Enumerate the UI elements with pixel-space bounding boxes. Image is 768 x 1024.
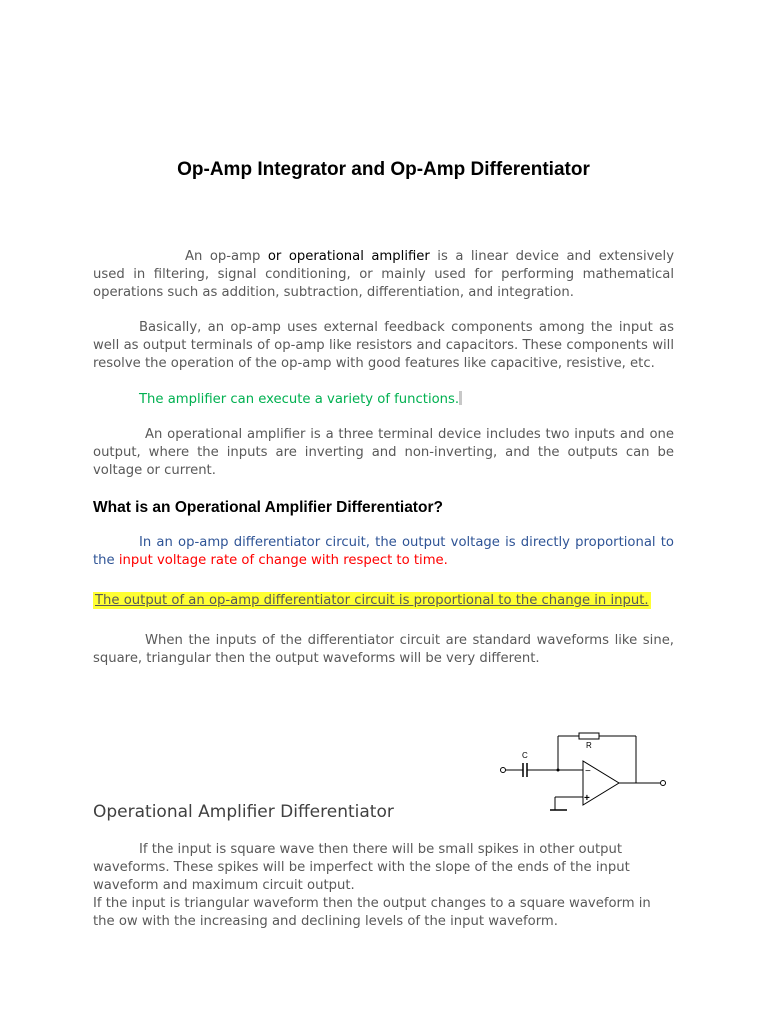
- three-terminal-text: An operational amplifier is a three terminal device includes two inputs and one output, where the inputs are inverting and non-inverting, and the outputs can be voltage or current.: [93, 427, 674, 478]
- waveform-paragraph: [93, 632, 674, 668]
- definition-red-text: input voltage rate of change with respect to time.: [118, 553, 448, 568]
- triangular-wave-paragraph: [93, 895, 674, 931]
- square-wave-paragraph: [93, 841, 674, 895]
- subheading: Operational Amplifier Differentiator: [93, 802, 394, 822]
- feedback-text: Basically, an op-amp uses external feedback components among the input as well as output terminals of op-amp like resistors and capacitors. These components will resolve the operation of the op-amp with good features like capacitive, resistive, etc.: [93, 320, 674, 371]
- capacitor-label: C: [522, 751, 528, 760]
- input-terminal: [501, 768, 506, 773]
- resistor-label: R: [586, 741, 592, 750]
- section-heading: What is an Operational Amplifier Differentiator?: [93, 499, 443, 516]
- green-text: The amplifier can execute a variety of functions.: [139, 392, 460, 407]
- definition-blue-text: In an op-amp differentiator circuit, the output voltage is directly proportional to the: [93, 535, 674, 568]
- intro-term: or operational amplifier: [267, 249, 430, 264]
- junction-dot: [557, 769, 560, 772]
- resistor: [579, 733, 599, 739]
- intro-paragraph: [93, 248, 674, 302]
- feedback-paragraph: [93, 319, 674, 373]
- three-terminal-paragraph: [93, 426, 674, 480]
- intro-lead: An op-amp: [185, 249, 268, 264]
- highlight-paragraph: [93, 592, 674, 610]
- output-terminal: [661, 781, 666, 786]
- square-wave-text: If the input is square wave then there will be small spikes in other output waveforms. These spikes will be imperfect with the slope of the ends of the input waveform and maximum circuit output.: [93, 842, 630, 893]
- triangular-wave-text: If the input is triangular waveform then the output changes to a square waveform in the ow with the increasing and declining levels of the input waveform.: [93, 896, 651, 929]
- highlighted-text: The output of an op-amp differentiator circuit is proportional to the change in input.: [95, 593, 649, 608]
- page-title: Op-Amp Integrator and Op-Amp Differentiator: [177, 159, 590, 180]
- noninverting-input-label: +: [584, 793, 590, 804]
- text-cursor-marker: [459, 391, 462, 405]
- inverting-input-label: −: [585, 766, 591, 777]
- intro-rest: is a linear device and extensively used in filtering, signal conditioning, or mainly used for performing mathematical operations such as addition, subtraction, differentiation, and integration.: [93, 249, 674, 300]
- differentiator-circuit-diagram: [497, 728, 677, 814]
- waveform-text: When the inputs of the differentiator circuit are standard waveforms like sine, square, triangular then the output waveforms will be very different.: [93, 633, 674, 666]
- definition-paragraph: [93, 534, 674, 570]
- green-paragraph: [93, 391, 674, 409]
